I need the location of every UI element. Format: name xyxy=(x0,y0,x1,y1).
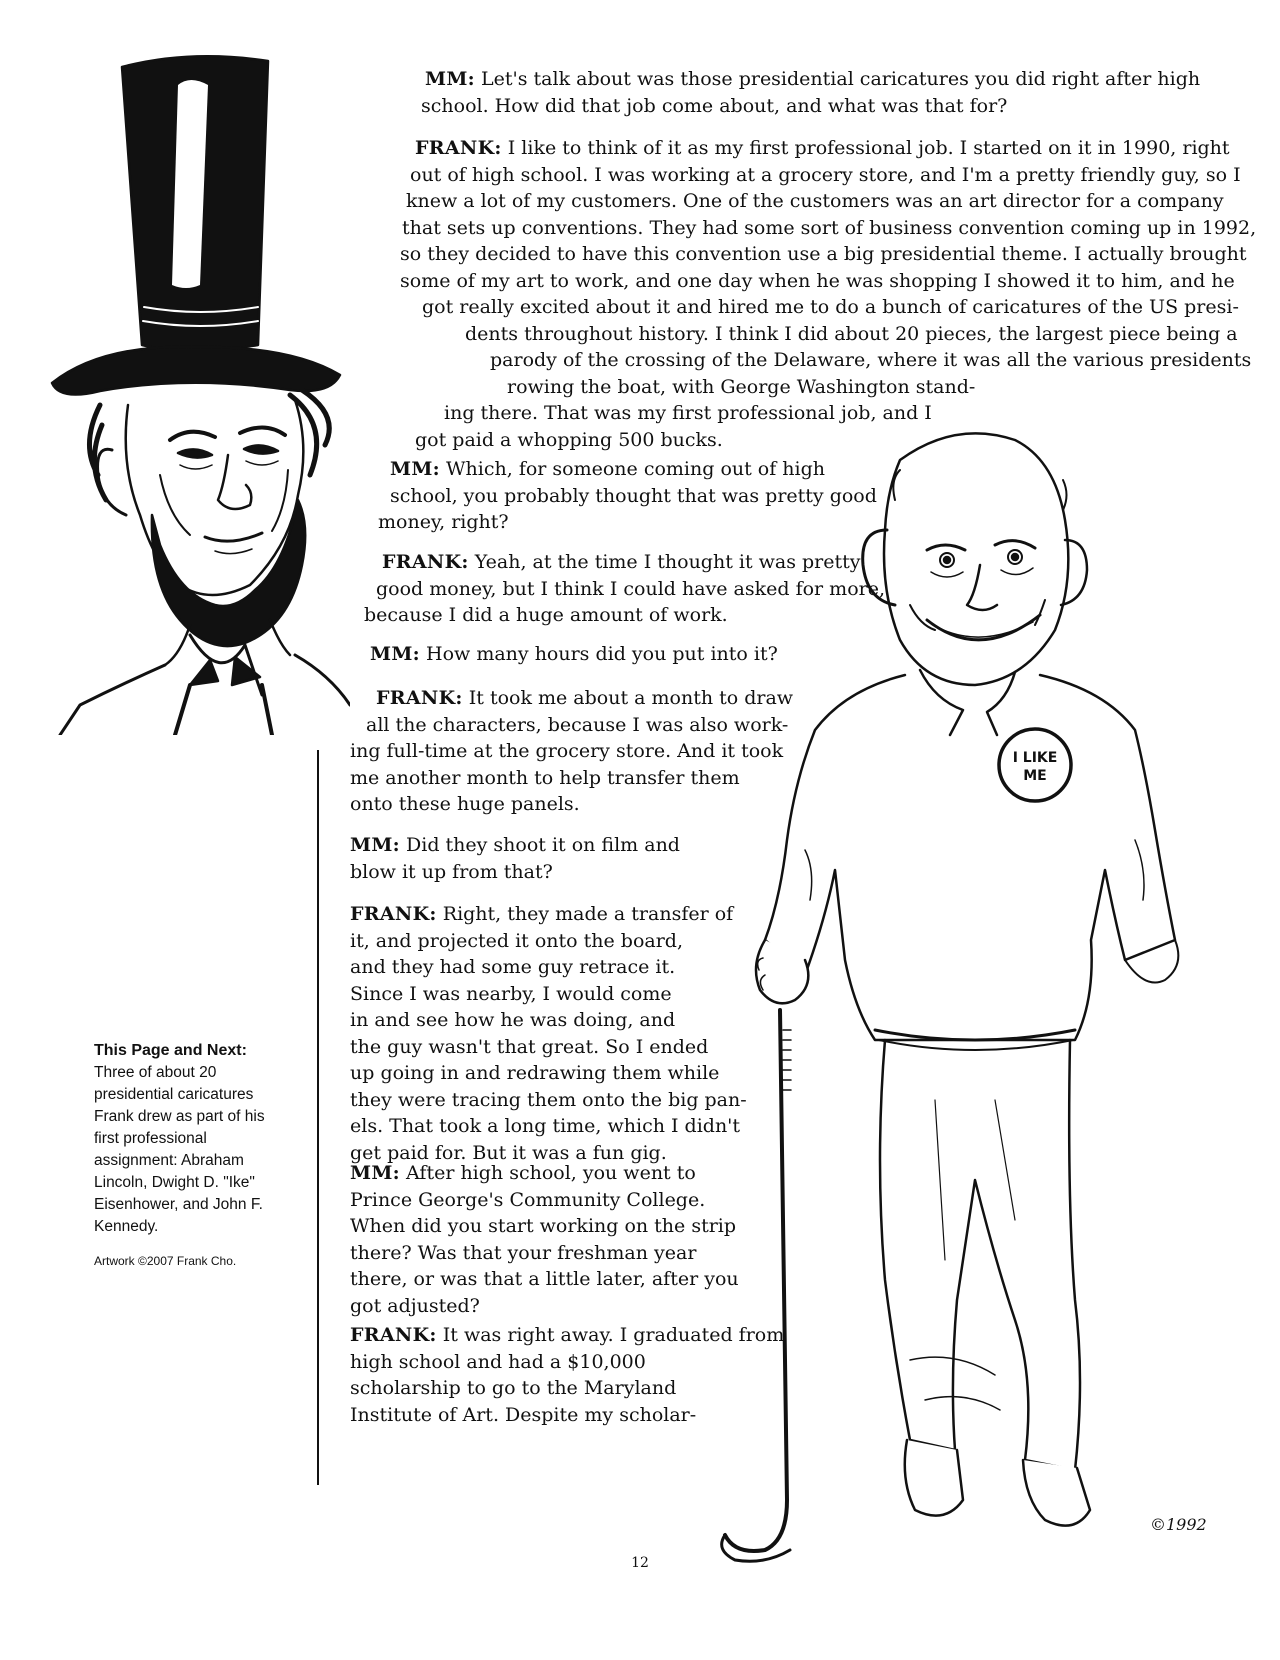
interview-text: got paid a whopping 500 bucks. xyxy=(415,428,723,451)
interview-line xyxy=(350,859,553,886)
interview-text: they were tracing them onto the big pan- xyxy=(350,1088,747,1111)
interview-text: so they decided to have this convention use a big presidential theme. I actually brought xyxy=(400,243,1247,265)
interview-text: After high school, you went to xyxy=(399,1162,696,1184)
interview-text: me another month to help transfer them xyxy=(350,766,740,789)
caption-line: Kennedy. xyxy=(94,1218,159,1235)
interview-text: all the characters, because I was also work- xyxy=(366,713,789,736)
speaker-label: FRANK: xyxy=(382,551,469,573)
interview-text: onto these huge panels. xyxy=(350,793,580,815)
speaker-label: MM: xyxy=(370,643,420,665)
button-text-line-2: ME xyxy=(1023,768,1047,784)
interview-line xyxy=(421,93,1007,120)
interview-line xyxy=(382,549,861,576)
interview-line xyxy=(415,135,1230,162)
caption-heading: This Page and Next: xyxy=(94,1042,247,1059)
caption-line: Frank drew as part of his xyxy=(94,1108,265,1125)
image-caption xyxy=(94,1040,294,1272)
interview-text: got really excited about it and hired me to do a bunch of caricatures of the US presi- xyxy=(422,296,1239,318)
interview-line xyxy=(350,1402,696,1429)
interview-line xyxy=(378,509,509,536)
interview-text: got adjusted? xyxy=(350,1294,480,1317)
caption-line: Lincoln, Dwight D. "Ike" xyxy=(94,1174,255,1191)
interview-line xyxy=(350,1322,784,1349)
interview-text: good money, but I think I could have asked for more, xyxy=(376,577,886,600)
interview-text: Institute of Art. Despite my scholar- xyxy=(350,1403,697,1426)
interview-text: the guy wasn't that great. So I ended xyxy=(350,1035,709,1058)
interview-line xyxy=(350,1113,740,1140)
interview-line xyxy=(350,1160,696,1187)
interview-line xyxy=(390,483,877,510)
caption-credit: Artwork ©2007 Frank Cho. xyxy=(94,1254,237,1268)
interview-line xyxy=(350,1087,747,1114)
interview-text: It was right away. I graduated from xyxy=(436,1324,785,1346)
interview-text: How many hours did you put into it? xyxy=(419,643,778,665)
speaker-label: FRANK: xyxy=(415,137,502,159)
interview-line xyxy=(422,294,1239,321)
interview-line xyxy=(350,1034,708,1061)
interview-text: Yeah, at the time I thought it was pretty xyxy=(468,551,861,573)
speaker-label: FRANK: xyxy=(376,687,463,709)
interview-text: I like to think of it as my first professional job. I started on it in 1990, right xyxy=(501,137,1230,159)
artwork-signature: ©1992 xyxy=(1150,1515,1207,1534)
interview-line xyxy=(350,1349,646,1376)
interview-line xyxy=(444,400,932,427)
interview-text: Which, for someone coming out of high xyxy=(439,458,826,480)
interview-line xyxy=(350,901,733,928)
interview-line xyxy=(415,427,723,454)
speaker-label: MM: xyxy=(425,68,475,90)
interview-text: Did they shoot it on film and xyxy=(399,834,680,856)
interview-text: because I did a huge amount of work. xyxy=(364,604,728,626)
interview-line xyxy=(490,347,1251,374)
speaker-label: FRANK: xyxy=(350,903,437,925)
interview-text: Right, they made a transfer of xyxy=(436,903,734,925)
button-text-line-1: I LIKE xyxy=(1012,750,1058,766)
interview-text: dents throughout history. I think I did about 20 pieces, the largest piece being a xyxy=(465,322,1238,345)
interview-text: parody of the crossing of the Delaware, where it was all the various presidents xyxy=(490,349,1252,371)
i-like-me-button-badge xyxy=(999,729,1071,801)
interview-text: in and see how he was doing, and xyxy=(350,1009,676,1031)
interview-line xyxy=(410,162,1241,189)
interview-text: school. How did that job come about, and what was that for? xyxy=(421,94,1008,117)
interview-line xyxy=(350,1375,676,1402)
speaker-label: FRANK: xyxy=(350,1324,437,1346)
caption-line: first professional xyxy=(94,1130,207,1147)
interview-line xyxy=(350,954,675,981)
interview-line xyxy=(350,1240,696,1267)
interview-line xyxy=(350,832,680,859)
interview-text: high school and had a $10,000 xyxy=(350,1350,646,1373)
interview-text: money, right? xyxy=(378,511,509,533)
interview-text: Since I was nearby, I would come xyxy=(350,982,672,1005)
interview-text: out of high school. I was working at a grocery store, and I'm a pretty friendly guy, so I xyxy=(410,163,1241,186)
interview-text: that sets up conventions. They had some sort of business convention coming up in 1992, xyxy=(402,216,1257,239)
interview-line xyxy=(406,188,1224,215)
interview-text: els. That took a long time, which I didn't xyxy=(350,1115,741,1137)
interview-text: knew a lot of my customers. One of the customers was an art director for a company xyxy=(406,190,1224,212)
interview-line xyxy=(350,1266,739,1293)
interview-line xyxy=(376,576,885,603)
speaker-label: MM: xyxy=(390,458,440,480)
interview-text: When did you start working on the strip xyxy=(350,1215,737,1237)
interview-line xyxy=(350,765,740,792)
interview-line xyxy=(390,456,825,483)
interview-text: Prince George's Community College. xyxy=(350,1188,706,1211)
interview-text: school, you probably thought that was pretty good xyxy=(390,484,877,507)
interview-line xyxy=(350,981,672,1008)
page-number: 12 xyxy=(631,1555,649,1571)
interview-text: get paid for. But it was a fun gig. xyxy=(350,1141,667,1164)
interview-line xyxy=(350,738,783,765)
interview-text: blow it up from that? xyxy=(350,860,553,883)
interview-line xyxy=(350,791,580,818)
interview-line xyxy=(350,1007,675,1034)
interview-text: It took me about a month to draw xyxy=(462,687,794,709)
interview-text: rowing the boat, with George Washington stand- xyxy=(507,375,976,398)
interview-line xyxy=(465,321,1238,348)
interview-line xyxy=(400,268,1235,295)
interview-text: ing there. That was my first professional job, and I xyxy=(444,402,932,424)
caption-line: presidential caricatures xyxy=(94,1086,254,1103)
interview-line xyxy=(370,641,778,668)
interview-text: there, or was that a little later, after you xyxy=(350,1268,739,1290)
interview-text: ing full-time at the grocery store. And it took xyxy=(350,740,784,762)
speaker-label: MM: xyxy=(350,834,400,856)
interview-text: it, and projected it onto the board, xyxy=(350,929,684,952)
interview-text: scholarship to go to the Maryland xyxy=(350,1377,677,1399)
interview-line xyxy=(425,66,1200,93)
interview-line xyxy=(366,712,788,739)
column-divider-rule xyxy=(317,750,319,1485)
interview-line xyxy=(350,928,683,955)
caption-line: assignment: Abraham xyxy=(94,1152,244,1169)
interview-line xyxy=(400,241,1247,268)
interview-text: there? Was that your freshman year xyxy=(350,1241,697,1264)
interview-line xyxy=(350,1213,736,1240)
interview-line xyxy=(350,1187,705,1214)
interview-text: some of my art to work, and one day when he was shopping I showed it to him, and he xyxy=(400,269,1235,292)
interview-line xyxy=(350,1293,480,1320)
interview-line xyxy=(350,1060,719,1087)
interview-line xyxy=(364,602,728,629)
interview-text: and they had some guy retrace it. xyxy=(350,956,676,978)
caption-line: Eisenhower, and John F. xyxy=(94,1196,263,1213)
interview-text: up going in and redrawing them while xyxy=(350,1062,720,1084)
interview-line xyxy=(507,374,975,401)
speaker-label: MM: xyxy=(350,1162,400,1184)
interview-line xyxy=(376,685,793,712)
interview-line xyxy=(402,215,1256,242)
lincoln-caricature xyxy=(40,45,350,735)
interview-text: Let's talk about was those presidential caricatures you did right after high xyxy=(474,68,1201,90)
caption-line: Three of about 20 xyxy=(94,1064,217,1081)
